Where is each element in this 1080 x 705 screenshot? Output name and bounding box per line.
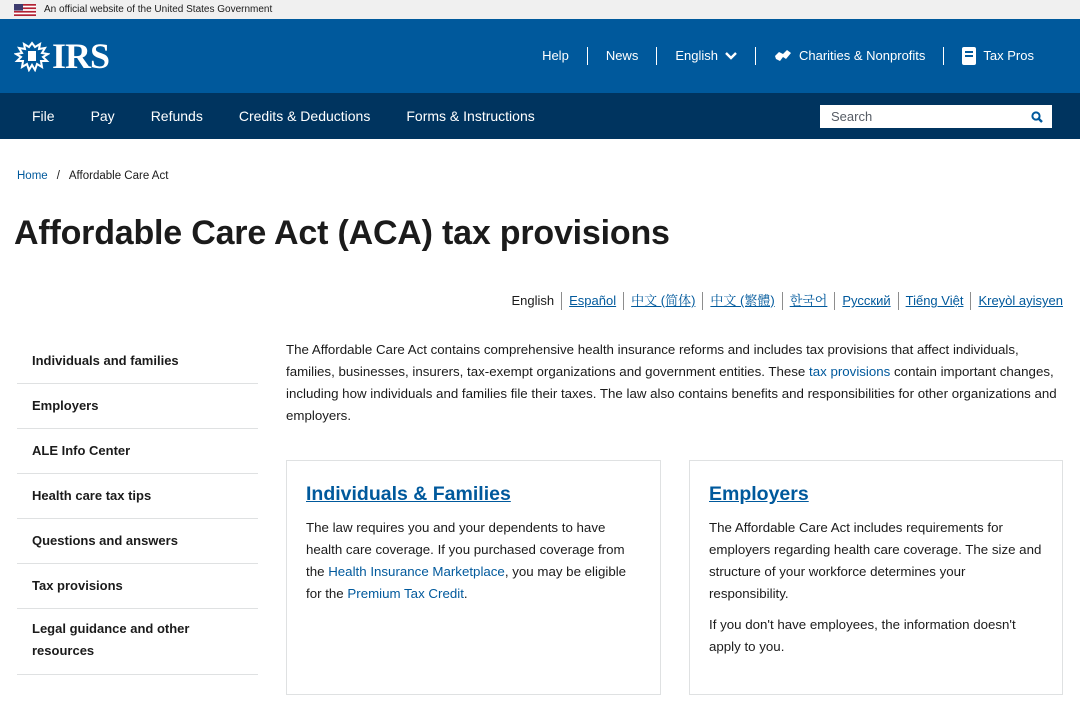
page-title: Affordable Care Act (ACA) tax provisions <box>14 214 670 252</box>
chevron-down-icon <box>725 52 737 60</box>
language-bar <box>512 292 1064 310</box>
sidebar-item-questions[interactable]: Questions and answers <box>17 519 258 564</box>
help-link[interactable]: Help <box>542 48 569 63</box>
search-box <box>820 105 1052 128</box>
tax-pros-label: Tax Pros <box>983 48 1034 63</box>
tax-provisions-link[interactable]: tax provisions <box>809 364 891 379</box>
language-label: English <box>675 48 718 63</box>
search-icon <box>1031 111 1043 123</box>
book-icon <box>962 47 976 65</box>
employers-link[interactable]: Employers <box>709 483 809 505</box>
lang-chinese-traditional[interactable]: 中文 (繁體) <box>702 292 781 310</box>
card-title <box>709 483 1043 506</box>
card-text: , you may be eligible for the <box>306 564 627 601</box>
intro-paragraph <box>286 339 1062 427</box>
gov-banner <box>0 0 1080 19</box>
search-button[interactable] <box>1022 105 1052 128</box>
utility-links <box>524 47 1052 65</box>
gov-banner-text: An official website of the United States Government <box>44 4 273 15</box>
tax-pros-link[interactable] <box>943 47 1052 65</box>
logo-text: IRS <box>52 36 110 76</box>
sidebar-nav <box>17 339 258 675</box>
irs-eagle-icon <box>14 40 50 72</box>
nav-item-forms-instructions[interactable]: Forms & Instructions <box>406 108 535 124</box>
charities-label: Charities & Nonprofits <box>798 48 926 63</box>
irs-logo[interactable] <box>14 35 109 77</box>
card-body <box>306 517 641 605</box>
lang-vietnamese[interactable]: Tiếng Việt <box>898 292 971 310</box>
lang-russian[interactable]: Русский <box>834 292 897 310</box>
sidebar-item-employers[interactable]: Employers <box>17 384 258 429</box>
sidebar-item-legal-guidance[interactable]: Legal guidance and other resources <box>17 609 258 675</box>
lang-korean[interactable]: 한국어 <box>782 292 835 310</box>
sidebar-item-tax-tips[interactable]: Health care tax tips <box>17 474 258 519</box>
card-title <box>306 483 641 506</box>
card-text: . <box>463 586 468 601</box>
card-text: The law requires you and your dependents to have health care coverage. If you purchased coverage from the <box>306 520 625 579</box>
nav-item-credits-deductions[interactable]: Credits & Deductions <box>238 108 371 124</box>
lang-haitian-creole[interactable]: Kreyòl ayisyen <box>970 292 1063 310</box>
breadcrumb <box>17 170 168 182</box>
nav-item-pay[interactable]: Pay <box>90 108 115 124</box>
marketplace-link[interactable]: Health Insurance Marketplace <box>328 564 505 579</box>
individuals-families-link[interactable]: Individuals & Families <box>306 483 511 505</box>
nav-item-refunds[interactable]: Refunds <box>150 108 203 124</box>
card-individuals-families <box>286 460 661 695</box>
nav-item-file[interactable]: File <box>32 108 55 124</box>
breadcrumb-separator: / <box>56 170 60 182</box>
us-flag-icon <box>14 4 36 16</box>
language-selector[interactable] <box>656 47 755 65</box>
sidebar-item-individuals[interactable]: Individuals and families <box>17 339 258 384</box>
intro-text-2: contain important changes, including how individuals and families file their taxes. The law also contains benefits and responsibilities for other organizations and employers. <box>286 364 1057 423</box>
main-nav <box>0 93 1080 139</box>
lang-chinese-simplified[interactable]: 中文 (简体) <box>623 292 702 310</box>
handshake-icon <box>774 48 792 64</box>
breadcrumb-home-link[interactable]: Home <box>17 170 48 182</box>
lang-spanish[interactable]: Español <box>561 292 623 310</box>
premium-tax-credit-link[interactable]: Premium Tax Credit <box>347 586 464 601</box>
news-link[interactable]: News <box>587 47 657 65</box>
breadcrumb-current: Affordable Care Act <box>68 170 169 182</box>
charities-link[interactable] <box>755 47 943 65</box>
site-header <box>0 19 1080 93</box>
intro-text-1: The Affordable Care Act contains comprehensive health insurance reforms and includes tax provisions that affect individuals, families, businesses, insurers, tax-exempt organizations and government entities. These <box>286 342 1019 379</box>
card-employers <box>689 460 1063 695</box>
lang-english: English <box>511 293 555 308</box>
card-body-note: If you don't have employees, the information doesn't apply to you. <box>709 617 1016 654</box>
search-input[interactable] <box>820 105 1022 128</box>
sidebar-item-ale-info[interactable]: ALE Info Center <box>17 429 258 474</box>
sidebar-item-tax-provisions[interactable]: Tax provisions <box>17 564 258 609</box>
card-body: The Affordable Care Act includes requirements for employers regarding health care coverage. The size and structure of your workforce determines your responsibility. <box>709 520 1042 601</box>
